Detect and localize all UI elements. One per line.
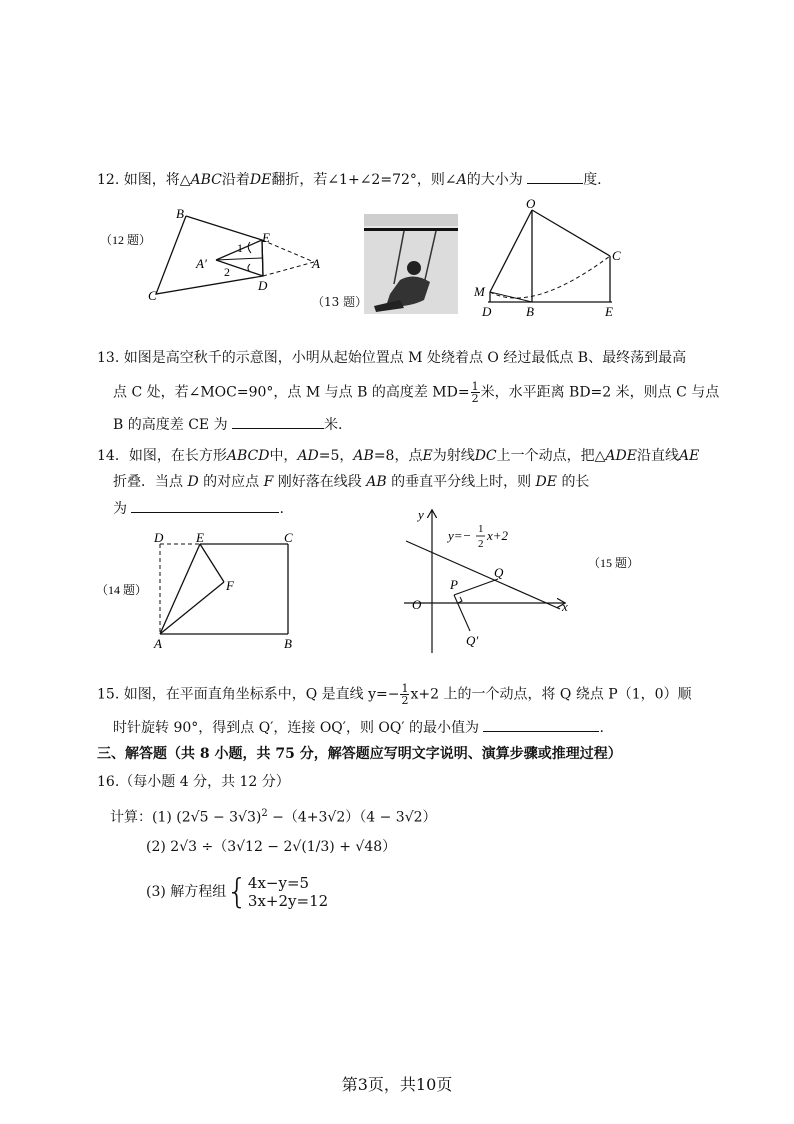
- figure-14: [96, 530, 306, 655]
- fig15-eq-den: 2: [478, 538, 484, 550]
- fig13-C: C: [612, 248, 621, 263]
- q16-part1: 计算：(1) $(2√5 - 3√3)^2 -(4+3√2)(4 - 3√2)$: [110, 808, 437, 826]
- fig13-swing-arc: [490, 256, 610, 298]
- q13-answer-blank[interactable]: [232, 414, 324, 429]
- equation-system: 4x−y=5 3x+2y=12: [247, 874, 329, 910]
- fig15-Q: Q: [494, 565, 504, 580]
- fig12-label: （12 题）: [100, 233, 152, 247]
- q14-line2: 折叠．当点 D 的对应点 F 刚好落在线段 AB 的垂直平分线上时，则 DE 的长: [113, 474, 590, 490]
- q14-line1: 14．如图，在长方形ABCD中，AD=5，AB=8，点E为射线DC上一个动点，把△ADE沿直线AE: [97, 448, 700, 464]
- q13-line1: 13. 如图是高空秋千的示意图，小明从起始位置点 M 处绕着点 O 经过最低点 B、最终荡到最高: [97, 350, 687, 366]
- q12-text: 12. 如图，将△ABC沿着DE翻折，若∠1+∠2=72°，则∠A的大小为 度.: [97, 169, 602, 190]
- fig12-apmid: [216, 258, 262, 260]
- fig15-x: x: [562, 599, 568, 614]
- fig15-Qprime: Q′: [466, 633, 479, 648]
- fig12-D: D: [258, 278, 268, 293]
- fig12-Aprime: A′: [196, 256, 207, 271]
- q13-line3: B 的高度差 CE 为 米.: [113, 414, 342, 435]
- fig14-D: D: [154, 530, 164, 545]
- fig15-eq-num: 1: [478, 523, 484, 535]
- q16-part3: (3) 解方程组{ 4x−y=5 3x+2y=12: [146, 872, 329, 912]
- fig13-E: E: [605, 304, 613, 319]
- fig12-B: B: [176, 206, 184, 221]
- fig15-O: O: [412, 597, 422, 612]
- fig13-M: M: [474, 284, 485, 299]
- fig15-label: （15 题）: [588, 556, 640, 570]
- fig12-da-dashed: [263, 262, 314, 276]
- q16-title: 16.（每小题 4 分，共 12 分）: [97, 774, 290, 790]
- fig12-A: A: [312, 256, 320, 271]
- fig14-C: C: [284, 530, 293, 545]
- fig15-eq-suffix: x+2: [487, 528, 509, 543]
- swing-illustration: [364, 214, 458, 314]
- q15-answer-blank[interactable]: [483, 717, 599, 732]
- q15-line2: 时针旋转 90°，得到点 Q′，连接 OQ′，则 OQ′ 的最小值为 .: [113, 717, 604, 738]
- q13-line2: 点 C 处，若∠MOC=90°，点 M 与点 B 的高度差 MD= $\frac{1}{2}$ 米，水平距离 BD=2 米，则点 C 与点: [113, 380, 720, 405]
- fig13-label: （13 题）: [312, 295, 368, 309]
- figure-13: [470, 198, 630, 323]
- fig12-angle2: 2: [224, 265, 230, 279]
- fig12-angle1: 1: [237, 241, 243, 255]
- fig13-O: O: [526, 198, 536, 211]
- fig15-y: y: [418, 507, 424, 522]
- figure-15: [396, 503, 646, 663]
- fig13-B: B: [526, 304, 534, 319]
- q13-fraction: $\frac{1}{2}$: [471, 380, 479, 405]
- q15-fraction: $\frac{1}{2}$: [401, 682, 409, 707]
- fig13-D: D: [482, 304, 492, 319]
- fig13-om: [490, 210, 532, 292]
- fig14-E: E: [196, 530, 204, 545]
- fig14-B: B: [284, 636, 292, 651]
- section-3-heading: 三、解答题（共 8 小题，共 75 分，解答题应写明文字说明、演算步骤或推理过程）: [97, 746, 622, 762]
- page-footer: 第3页，共10页: [341, 1075, 453, 1094]
- fig15-pq: [454, 579, 498, 595]
- fig14-af: [160, 582, 224, 634]
- fig15-line: [406, 541, 560, 609]
- q12-answer-blank[interactable]: [527, 169, 583, 184]
- fig12-triangle: [156, 216, 263, 294]
- fig14-label: （14 题）: [96, 583, 148, 597]
- fig12-angle1-arc: [248, 242, 251, 253]
- fig14-F: F: [226, 578, 234, 593]
- q16-part2: (2) 2√3 ÷（3√12 − 2√(1/3) + √48）: [146, 839, 397, 855]
- fig12-de: [262, 240, 263, 276]
- fig15-right-angle: [458, 597, 462, 603]
- fig14-ae: [160, 544, 200, 634]
- system-brace: {: [226, 872, 248, 912]
- fig15-P: P: [450, 577, 458, 592]
- q14-answer-blank[interactable]: [131, 498, 279, 513]
- fig14-A: A: [154, 636, 162, 651]
- fig12-E: E: [262, 230, 270, 245]
- fig14-ef: [200, 544, 224, 582]
- fig13-oc: [532, 210, 610, 256]
- figure-12: [100, 200, 340, 310]
- q14-line3: 为 .: [113, 498, 284, 519]
- swing-photo: [364, 214, 458, 314]
- q15-line1: 15. 如图，在平面直角坐标系中，Q 是直线 y=− $\frac{1}{2}$ x+2 上的一个动点，将 Q 绕点 P（1，0）顺: [97, 682, 692, 707]
- fig12-C: C: [148, 288, 157, 303]
- fig15-eq-prefix: y=−: [448, 528, 472, 543]
